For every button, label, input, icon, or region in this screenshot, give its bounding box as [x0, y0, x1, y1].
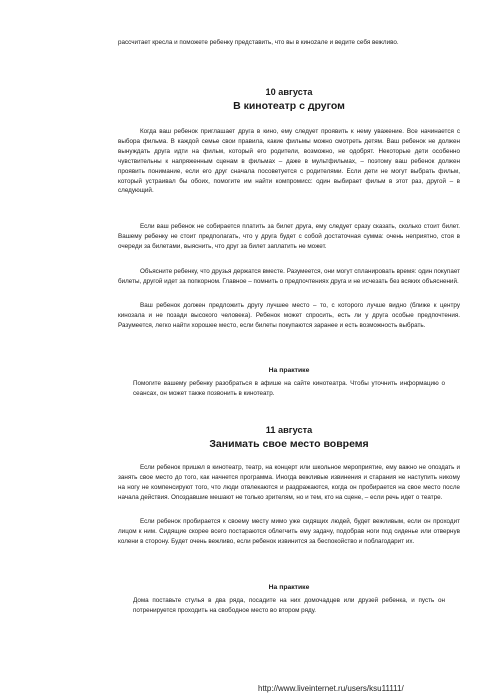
- footer-url: http://www.liveinternet.ru/users/ksu11111/: [258, 684, 404, 693]
- section2-paragraph-1: Если ребенок пришел в кинотеатр, театр, на концерт или школьное мероприятие, ему важно не опоздать и занять свое место до того, как начнется программа. Иногда вежливые извинения и старания не наступить никому на ногу не компенсируют того, что люди отвлекаются и раздражаются, когда он пробирается на свое место после начала действия. Опоздавшие мешают не только зрителям, но и тем, кто на сцене, – если речь идет о театре.: [118, 464, 460, 501]
- section1-title: В кинотеатр с другом: [233, 100, 345, 112]
- section2-title: Занимать свое место вовремя: [209, 438, 369, 450]
- section2-paragraph-2: Если ребенок пробирается к своему месту мимо уже сидящих людей, будет вежливым, если он проходит лицом к ним. Сидящие скорее всего постараются облегчить ему задачу, подобрав ноги под сиденье или отвернув колени в сторону. Будет очень вежливо, если ребенок извинится за беспокойство и поблагодарит их.: [118, 518, 460, 545]
- intro-text: рассчитает кресла и поможете ребенку представить, что вы в киноzале и ведите себя вежливо.: [118, 39, 399, 46]
- section1-paragraph-3: Объясните ребенку, что друзья держатся вместе. Разумеется, они могут спланировать время: один покупает билеты, другой идет за попкорном. Главное – помнить о предпочтениях друга и не исчезать без всяких объяснений.: [118, 268, 460, 285]
- section1-date: 10 августа: [265, 87, 313, 97]
- section1-tip-text: Помогите вашему ребенку разобраться в афише на сайте кинотеатра. Чтобы уточнить информацию о сеансах, он может также позвонить в кинотеатр.: [133, 380, 445, 397]
- section1-paragraph-4: Ваш ребенок должен предложить другу лучшее место – то, с которого лучше видно (ближе к центру кинозала и не позади высокого человека). Ребенок может спросить, есть ли у друга особые предпочтения. Разумеется, легко найти хорошее место, если билеты покупаются заранее и есть возможность выбрать.: [118, 302, 460, 329]
- section1-paragraph-1: Когда ваш ребенок приглашает друга в кино, ему следует проявить к нему уважение. Все начинается с выбора фильма. В каждой семье свои правила, какие фильмы можно смотреть детям. Ваш ребенок не должен вынуждать друга идти на фильм, который его родители, возможно, не одобрят. Некоторые дети особенно чувствительны к напряженным сценам в фильмах – даже в мультфильмах, – поэтому ваш ребенок должен проявить понимание, если его друг сначала посоветуется с родителями. Если дети не могут выбрать фильм, который устраивал бы обоих, помогите им найти компромисс: один выбирает фильм в этот раз, другой – в следующий.: [118, 128, 460, 195]
- section1-paragraph-2: Если ваш ребенок не собирается платить за билет друга, ему следует сразу сказать, сколько стоит билет. Вашему ребенку не стоит предполагать, что у друга будет с собой достаточная сумма: очень неприятно, стоя в очереди за билетами, выяснить, что друг за билет заплатить не может.: [118, 223, 460, 250]
- section2-tip-text: Дома поставьте стулья в два ряда, посадите на них домочадцев или друзей ребенка, и пусть он потренируется проходить на свободное место во втором ряду.: [133, 597, 445, 614]
- section1-tip-heading: На практике: [268, 367, 310, 374]
- section2-tip-heading: На практике: [268, 584, 310, 591]
- section2-date: 11 августа: [265, 425, 313, 435]
